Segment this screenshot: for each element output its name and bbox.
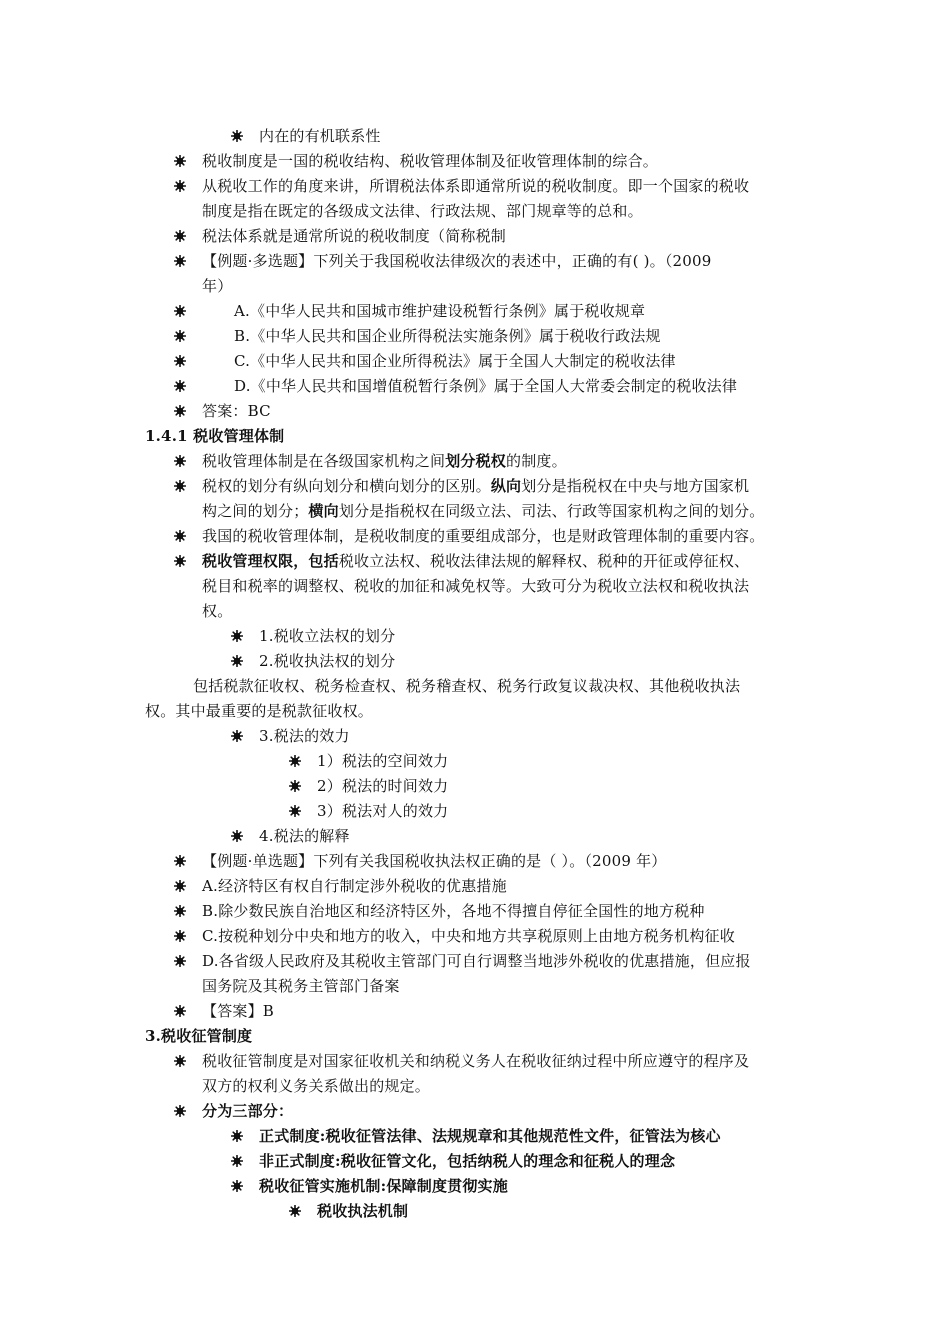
section-heading: 3.税收征管制度 <box>145 1027 253 1045</box>
bullet-icon <box>174 930 186 942</box>
bullet-icon <box>174 480 186 492</box>
bullet-icon <box>289 755 301 767</box>
bullet-icon <box>174 305 186 317</box>
list-item-text: 税法体系就是通常所说的税收制度（简称税制 <box>202 227 507 245</box>
sub-item-text: 3.税法的效力 <box>259 727 350 745</box>
bullet-icon <box>174 530 186 542</box>
bullet-icon <box>231 1130 243 1142</box>
sub-item-text: 4.税法的解释 <box>259 827 350 845</box>
option-b: B.除少数民族自治地区和经济特区外，各地不得擅自停征全国性的地方税种 <box>202 902 705 920</box>
list-item-text <box>202 476 749 496</box>
list-item-text: 税收征管制度是对国家征收机关和纳税义务人在税收征纳过程中所应遵守的程序及 <box>202 1052 750 1070</box>
bullet-icon <box>174 155 186 167</box>
text-span: 税收立法权、税收法律法规的解释权、税种的开征或停征权、 <box>338 552 750 570</box>
bullet-icon <box>174 355 186 367</box>
emphasis-text: 横向 <box>308 502 339 520</box>
option-d: D.《中华人民共和国增值税暂行条例》属于全国人大常委会制定的税收法律 <box>234 377 738 395</box>
bullet-icon <box>174 180 186 192</box>
bullet-icon <box>289 1205 301 1217</box>
emphasis-text: 税收管理权限，包括 <box>202 552 339 570</box>
bullet-icon <box>174 905 186 917</box>
bullet-icon <box>174 1055 186 1067</box>
bullet-icon <box>231 830 243 842</box>
list-item-text: 我国的税收管理体制，是税收制度的重要组成部分，也是财政管理体制的重要内容。 <box>202 527 765 545</box>
bullet-icon <box>174 1005 186 1017</box>
bullet-icon <box>231 1155 243 1167</box>
question-text: 【例题·多选题】下列关于我国税收法律级次的表述中，正确的有( )。（2009 <box>202 252 712 270</box>
option-b: B.《中华人民共和国企业所得税法实施条例》属于税收行政法规 <box>234 327 661 345</box>
sub-item-text: 1.税收立法权的划分 <box>259 627 396 645</box>
sub-sub-item-text: 1）税法的空间效力 <box>317 752 449 770</box>
sub-sub-item-text: 税收执法机制 <box>317 1202 409 1220</box>
bullet-icon <box>174 405 186 417</box>
list-item-text <box>202 451 567 471</box>
list-item-text-cont: 税目和税率的调整权、税收的加征和减免权等。大致可分为税收立法权和税收执法 <box>202 577 750 595</box>
list-item-text-cont: 双方的权利义务关系做出的规定。 <box>202 1077 431 1095</box>
paragraph-text: 包括税款征收权、税务检查权、税务稽查权、税务行政复议裁决权、其他税收执法 <box>193 677 741 695</box>
bullet-icon <box>231 730 243 742</box>
bullet-icon <box>174 955 186 967</box>
bullet-icon <box>174 455 186 467</box>
option-c: C.按税种划分中央和地方的收入，中央和地方共享税原则上由地方税务机构征收 <box>202 927 735 945</box>
list-item-text: 分为三部分： <box>202 1102 294 1120</box>
bullet-icon <box>231 655 243 667</box>
bullet-icon <box>174 880 186 892</box>
text-span: 的制度。 <box>506 452 567 470</box>
bullet-icon <box>174 555 186 567</box>
bullet-icon <box>174 230 186 242</box>
list-item-text: 内在的有机联系性 <box>259 127 381 145</box>
text-span: 税权的划分有纵向划分和横向划分的区别。 <box>202 477 491 495</box>
section-heading: 1.4.1 税收管理体制 <box>145 427 285 445</box>
sub-item-text: 税收征管实施机制:保障制度贯彻实施 <box>259 1177 508 1195</box>
option-a: A.《中华人民共和国城市维护建设税暂行条例》属于税收规章 <box>234 302 646 320</box>
sub-item-text: 2.税收执法权的划分 <box>259 652 396 670</box>
sub-item-text: 正式制度:税收征管法律、法规规章和其他规范性文件，征管法为核心 <box>259 1127 721 1145</box>
text-span: 划分是指税权在中央与地方国家机 <box>521 477 750 495</box>
bullet-icon <box>231 1180 243 1192</box>
option-d-cont: 国务院及其税务主管部门备案 <box>202 977 400 995</box>
list-item-text-cont: 制度是指在既定的各级成文法律、行政法规、部门规章等的总和。 <box>202 202 643 220</box>
bullet-icon <box>289 805 301 817</box>
bullet-icon <box>289 780 301 792</box>
bullet-icon <box>174 255 186 267</box>
list-item-text-cont <box>202 501 764 521</box>
bullet-icon <box>231 630 243 642</box>
answer-text: 【答案】B <box>202 1002 275 1020</box>
bullet-icon <box>174 1105 186 1117</box>
sub-sub-item-text: 3）税法对人的效力 <box>317 802 449 820</box>
question-text: 【例题·单选题】下列有关我国税收执法权正确的是（ ）。（2009 年） <box>202 852 667 870</box>
bullet-icon <box>174 330 186 342</box>
answer-text: 答案：BC <box>202 402 271 420</box>
bullet-icon <box>174 855 186 867</box>
bullet-icon <box>174 380 186 392</box>
list-item-text-cont: 权。 <box>202 602 233 620</box>
sub-sub-item-text: 2）税法的时间效力 <box>317 777 449 795</box>
text-span: 税收管理体制是在各级国家机构之间 <box>202 452 446 470</box>
emphasis-text: 纵向 <box>490 477 522 495</box>
text-span: 构之间的划分； <box>202 502 309 520</box>
text-span: 划分是指税权在同级立法、司法、行政等国家机构之间的划分。 <box>338 502 765 520</box>
sub-item-text: 非正式制度:税收征管文化，包括纳税人的理念和征税人的理念 <box>259 1152 676 1170</box>
list-item-text: 从税收工作的角度来讲，所谓税法体系即通常所说的税收制度。即一个国家的税收 <box>202 177 750 195</box>
list-item-text <box>202 551 749 571</box>
bullet-icon <box>231 130 243 142</box>
question-text-cont: 年） <box>202 277 233 295</box>
emphasis-text: 划分税权 <box>445 452 507 470</box>
paragraph-text-cont: 权。其中最重要的是税款征收权。 <box>145 702 374 720</box>
option-d: D.各省级人民政府及其税收主管部门可自行调整当地涉外税收的优惠措施，但应报 <box>202 952 751 970</box>
option-a: A.经济特区有权自行制定涉外税收的优惠措施 <box>202 877 507 895</box>
list-item-text: 税收制度是一国的税收结构、税收管理体制及征收管理体制的综合。 <box>202 152 659 170</box>
option-c: C.《中华人民共和国企业所得税法》属于全国人大制定的税收法律 <box>234 352 676 370</box>
